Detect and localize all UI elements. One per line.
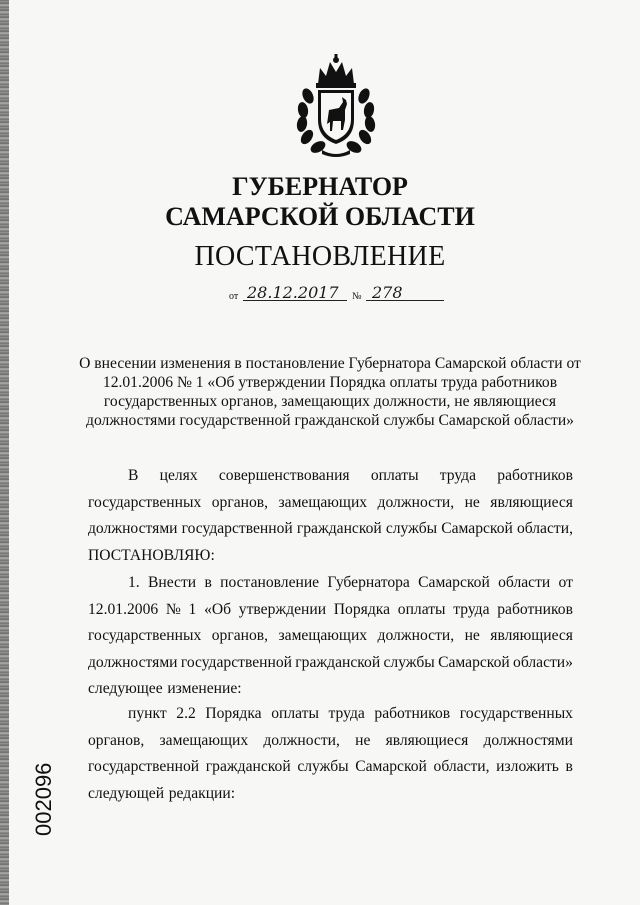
text-line (88, 781, 573, 808)
title-region: САМАРСКОЙ ОБЛАСТИ (165, 202, 475, 231)
number-label: № (352, 291, 362, 302)
word: Внести (148, 574, 197, 591)
word: оплаты (271, 705, 319, 722)
word: должностями (88, 520, 178, 537)
word: следующее (88, 680, 163, 697)
text-line (88, 754, 573, 781)
text-line (88, 623, 573, 650)
word: области» (513, 653, 573, 671)
title-governor: ГУБЕРНАТОР (232, 172, 408, 201)
word: гражданской (205, 758, 291, 775)
word: государственных (459, 705, 573, 722)
word: не (355, 731, 371, 749)
subject-line: 12.01.2006 № 1 «Об утверждении Порядка оплаты труда работников (102, 374, 558, 391)
word: «Об (204, 600, 232, 618)
text-line (88, 490, 573, 517)
word: 12.01.2006 (88, 600, 159, 618)
subject-line: О внесении изменения в постановление Губернатора Самарской области от (79, 355, 581, 372)
word: целях (159, 467, 198, 484)
word: в (565, 758, 573, 775)
word: государственных (88, 493, 202, 511)
word: Самарской (441, 520, 513, 537)
word: гражданской (296, 520, 382, 537)
word: оплаты (397, 600, 446, 618)
handwritten-number: 278 (372, 283, 403, 302)
word: изложить (496, 758, 559, 775)
date-number-line (229, 280, 449, 304)
word: Порядка (205, 705, 262, 722)
word: труда (453, 600, 490, 618)
text-line (88, 516, 573, 543)
text-line (88, 597, 573, 624)
document-type: ПОСТАНОВЛЕНИЕ (194, 241, 446, 272)
word: работников (497, 600, 573, 618)
word: должностями (88, 653, 178, 671)
word: редакции: (168, 784, 236, 802)
word: постановление (220, 574, 320, 591)
amended-item-paragraph (88, 701, 573, 807)
side-registration-stamp: 002096 (31, 762, 56, 836)
word: изменение: (167, 680, 242, 697)
text-line (88, 676, 573, 703)
from-label: от (229, 291, 239, 302)
preamble-paragraph (88, 463, 573, 569)
word: пункт (128, 705, 167, 722)
word: замещающих (278, 627, 368, 644)
word: области, (433, 758, 490, 775)
word: государственной (181, 520, 293, 537)
word: следующей (88, 784, 165, 802)
handwritten-date: 28.12.2017 (247, 283, 339, 302)
subject-line: государственных органов, замещающих должности, не являющиеся (103, 393, 557, 410)
scan-edge (0, 0, 9, 905)
word: не (464, 493, 480, 511)
text-line (88, 543, 573, 570)
item-1-paragraph (88, 570, 573, 703)
word: замещающих (159, 731, 249, 749)
samara-coat-of-arms-emblem (292, 54, 380, 158)
word: органов, (211, 627, 269, 644)
text-line (88, 701, 573, 728)
word: замещающих (278, 493, 368, 511)
word: от (558, 574, 573, 591)
word: являющиеся (385, 731, 469, 749)
document-subject (76, 354, 584, 430)
word: № (165, 600, 181, 618)
word: являющиеся (490, 627, 573, 644)
word: государственной (180, 653, 292, 671)
word: ПОСТАНОВЛЯЮ: (88, 546, 215, 564)
word: должности, (263, 731, 340, 749)
word: государственных (88, 627, 202, 644)
word: области, (516, 520, 573, 537)
word: Порядка (333, 600, 391, 618)
word: в (204, 574, 212, 591)
word: органов, (211, 493, 269, 511)
word: органов, (88, 731, 145, 749)
word: совершенствования (218, 467, 350, 484)
word: являющиеся (490, 493, 573, 511)
word: 1. (128, 574, 140, 591)
text-line (88, 728, 573, 755)
word: службы (383, 653, 435, 671)
text-line (88, 650, 573, 677)
word: Самарской (355, 758, 427, 775)
word: работников (374, 705, 451, 722)
word: труда (328, 705, 365, 722)
word: службы (385, 520, 438, 537)
word: труда (439, 467, 477, 484)
word: гражданской (295, 653, 381, 671)
word: 1 (188, 600, 197, 618)
text-line (88, 463, 573, 490)
word: утверждении (238, 600, 327, 618)
word: государственной (88, 758, 200, 775)
word: должностями (483, 731, 573, 749)
word: работников (497, 467, 573, 484)
subject-line: должностями государственной гражданской службы Самарской области» (86, 412, 574, 429)
word: Самарской (418, 574, 490, 591)
text-line (88, 570, 573, 597)
word: должности, (377, 627, 455, 644)
word: Губернатора (327, 574, 410, 591)
word: оплаты (370, 467, 419, 484)
word: службы (297, 758, 349, 775)
word: 2.2 (176, 705, 196, 722)
word: должности, (377, 493, 455, 511)
word: области (498, 574, 551, 591)
word: не (464, 627, 480, 644)
word: В (128, 467, 139, 484)
word: Самарской (438, 653, 510, 671)
